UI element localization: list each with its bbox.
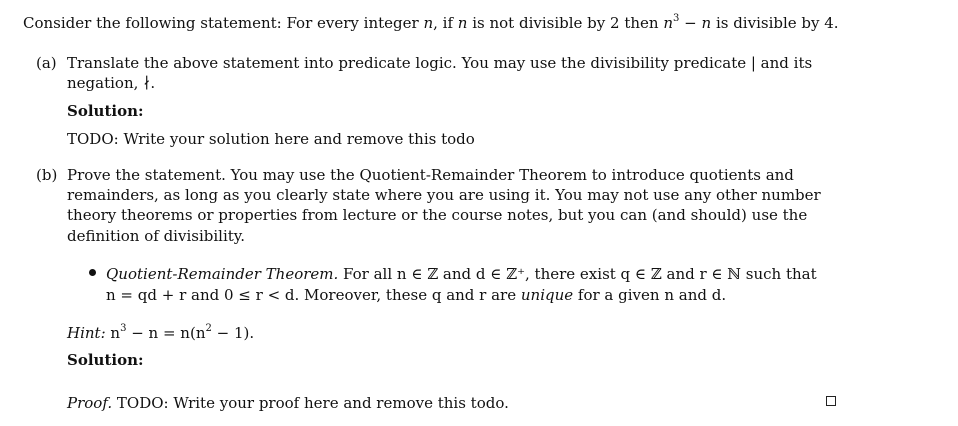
part-b-label: (b) xyxy=(36,166,58,184)
intro-mid2: is not divisible by 2 then xyxy=(467,14,664,32)
proof-label: Proof. xyxy=(67,394,113,412)
intro-expr-n: n xyxy=(701,14,712,32)
intro-var2: n xyxy=(457,14,468,32)
part-a-solution-heading: Solution: xyxy=(67,102,144,120)
theorem-line2-a: n = qd + r and 0 ≤ r < d. Moreover, these q and r are xyxy=(106,286,521,304)
intro-statement xyxy=(23,13,839,33)
intro-lead: Consider the following statement: For every integer xyxy=(23,14,424,32)
intro-expr-minus: − xyxy=(679,14,702,32)
intro-mid1: , if xyxy=(433,14,458,32)
intro-expr-exp: 3 xyxy=(673,13,680,24)
hint-a: n xyxy=(105,324,121,342)
intro-var: n xyxy=(423,14,434,32)
qed-square-icon xyxy=(826,396,836,406)
theorem-name: Quotient-Remainder Theorem. xyxy=(106,265,339,283)
part-b-line3: theory theorems or properties from lecture or the course notes, but you can (and should) use the xyxy=(67,206,808,224)
hint-b: − n = n(n xyxy=(126,324,206,342)
theorem-bullet xyxy=(89,269,96,276)
theorem-line1-rest: For all n ∈ ℤ and d ∈ ℤ⁺, there exist q ∈ ℤ and r ∈ ℕ such that xyxy=(338,265,817,283)
intro-tail: is divisible by 4. xyxy=(711,14,839,32)
part-b-line2: remainders, as long as you clearly state where you are using it. You may not use any other number xyxy=(67,186,821,204)
part-a-label: (a) xyxy=(36,54,57,72)
part-a-line1: Translate the above statement into predicate logic. You may use the divisibility predicate | and its xyxy=(67,54,813,72)
hint xyxy=(67,323,254,343)
theorem-line1 xyxy=(106,264,817,284)
proof-line xyxy=(67,393,509,413)
part-b-line1: Prove the statement. You may use the Quotient-Remainder Theorem to introduce quotients and xyxy=(67,166,794,184)
part-b-solution-heading: Solution: xyxy=(67,351,144,369)
hint-exp2: 2 xyxy=(205,323,212,334)
part-a-line2: negation, ∤. xyxy=(67,74,156,92)
theorem-unique: unique xyxy=(520,286,574,304)
hint-exp: 3 xyxy=(120,323,127,334)
part-a-todo: TODO: Write your solution here and remove this todo xyxy=(67,130,475,148)
proof-todo: TODO: Write your proof here and remove this todo. xyxy=(112,394,509,412)
hint-c: − 1). xyxy=(211,324,255,342)
part-b-line4: definition of divisibility. xyxy=(67,227,246,245)
theorem-line2 xyxy=(106,285,726,305)
theorem-line2-b: for a given n and d. xyxy=(573,286,727,304)
hint-label: Hint: xyxy=(67,324,106,342)
intro-expr-base: n xyxy=(663,14,674,32)
